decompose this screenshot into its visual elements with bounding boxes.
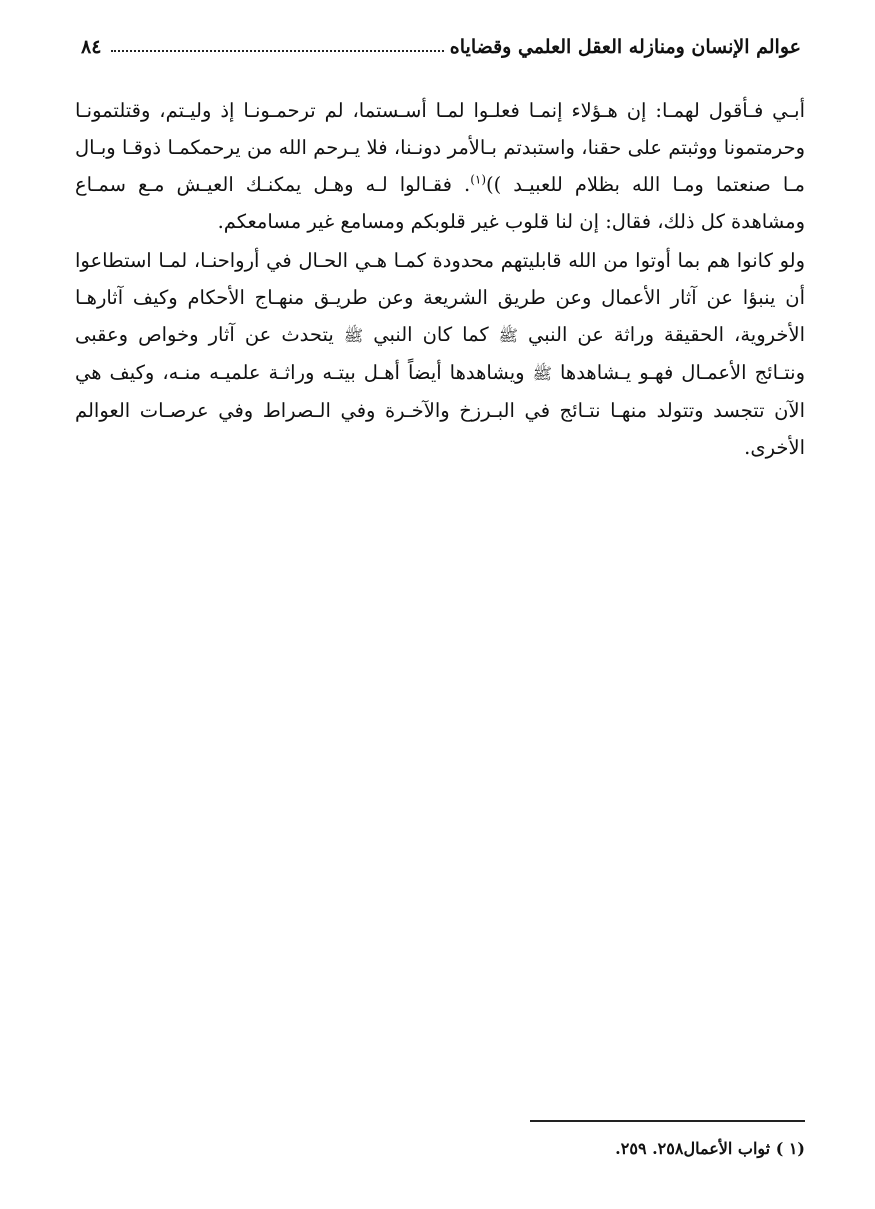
paragraph-text: كما كان النبي <box>373 323 489 346</box>
paragraph-text: . فقـالوا لـه وهـل يمكنـك العيـش مـع سمـاع ومشاهدة كل ذلك، فقال: إن لنا قلوب غير قلوبكم ومسامع غير مسامعكم. <box>75 173 805 233</box>
running-header <box>75 30 805 64</box>
paragraph-text: يتحدث عن آثار وخواص وعقبى ونتـائج الأعمـال فهـو يـشاهدها <box>75 323 805 384</box>
paragraph-text: أبـي فـأقول لهمـا: إن هـؤلاء إنمـا فعلـوا لمـا أسـستما، لم ترحمـونـا إذ وليـتم، وقتلتمونـا وحرمتمونا ووثبتم على حقنا، واستبدتم بـالأمر دونـنا، فلا يـرحم الله من يرحمكمـا ذوقـا وبـال مـا صنعتما ومـا الله بظلام للعبيـد )) <box>75 99 805 196</box>
header-dotted-leader <box>111 50 443 52</box>
page-number: ٨٤ <box>81 36 102 58</box>
footnote-separator <box>530 1120 805 1122</box>
running-header-title: عوالم الإنسان ومنازله العقل العلمي وقضاياه <box>449 36 801 58</box>
honorific-symbol: ﷺ <box>532 364 552 383</box>
paragraph-text: ويشاهدها أيضاً أهـل بيتـه وراثـة علميـه منـه، وكيف هي الآن تتجسد وتتولد منهـا نتـائج في البـرزخ والآخـرة وفي الـصراط وفي عرصـات العوالم الأخرى. <box>75 361 805 459</box>
paragraph <box>75 242 805 466</box>
body-text <box>75 92 805 466</box>
footnote: (١ ) ثواب الأعمال٢٥٨. ٢٥٩. <box>615 1139 805 1158</box>
honorific-symbol: ﷺ <box>343 326 364 345</box>
footnote-marker[interactable]: (١) <box>470 172 487 187</box>
paragraph-text: ولو كانوا هم بما أوتوا من الله قابليتهم محدودة كمـا هـي الحـال في أرواحنـا، لمـا استطاعوا أن ينبؤا عن آثار الأعمال وعن طريق الشريعة وعن طريـق منهـاج الأحكام وكيف آثارهـا الأخروية، الحقيقة وراثة عن النبي <box>75 249 806 346</box>
paragraph <box>75 92 805 240</box>
honorific-symbol: ﷺ <box>498 326 518 345</box>
